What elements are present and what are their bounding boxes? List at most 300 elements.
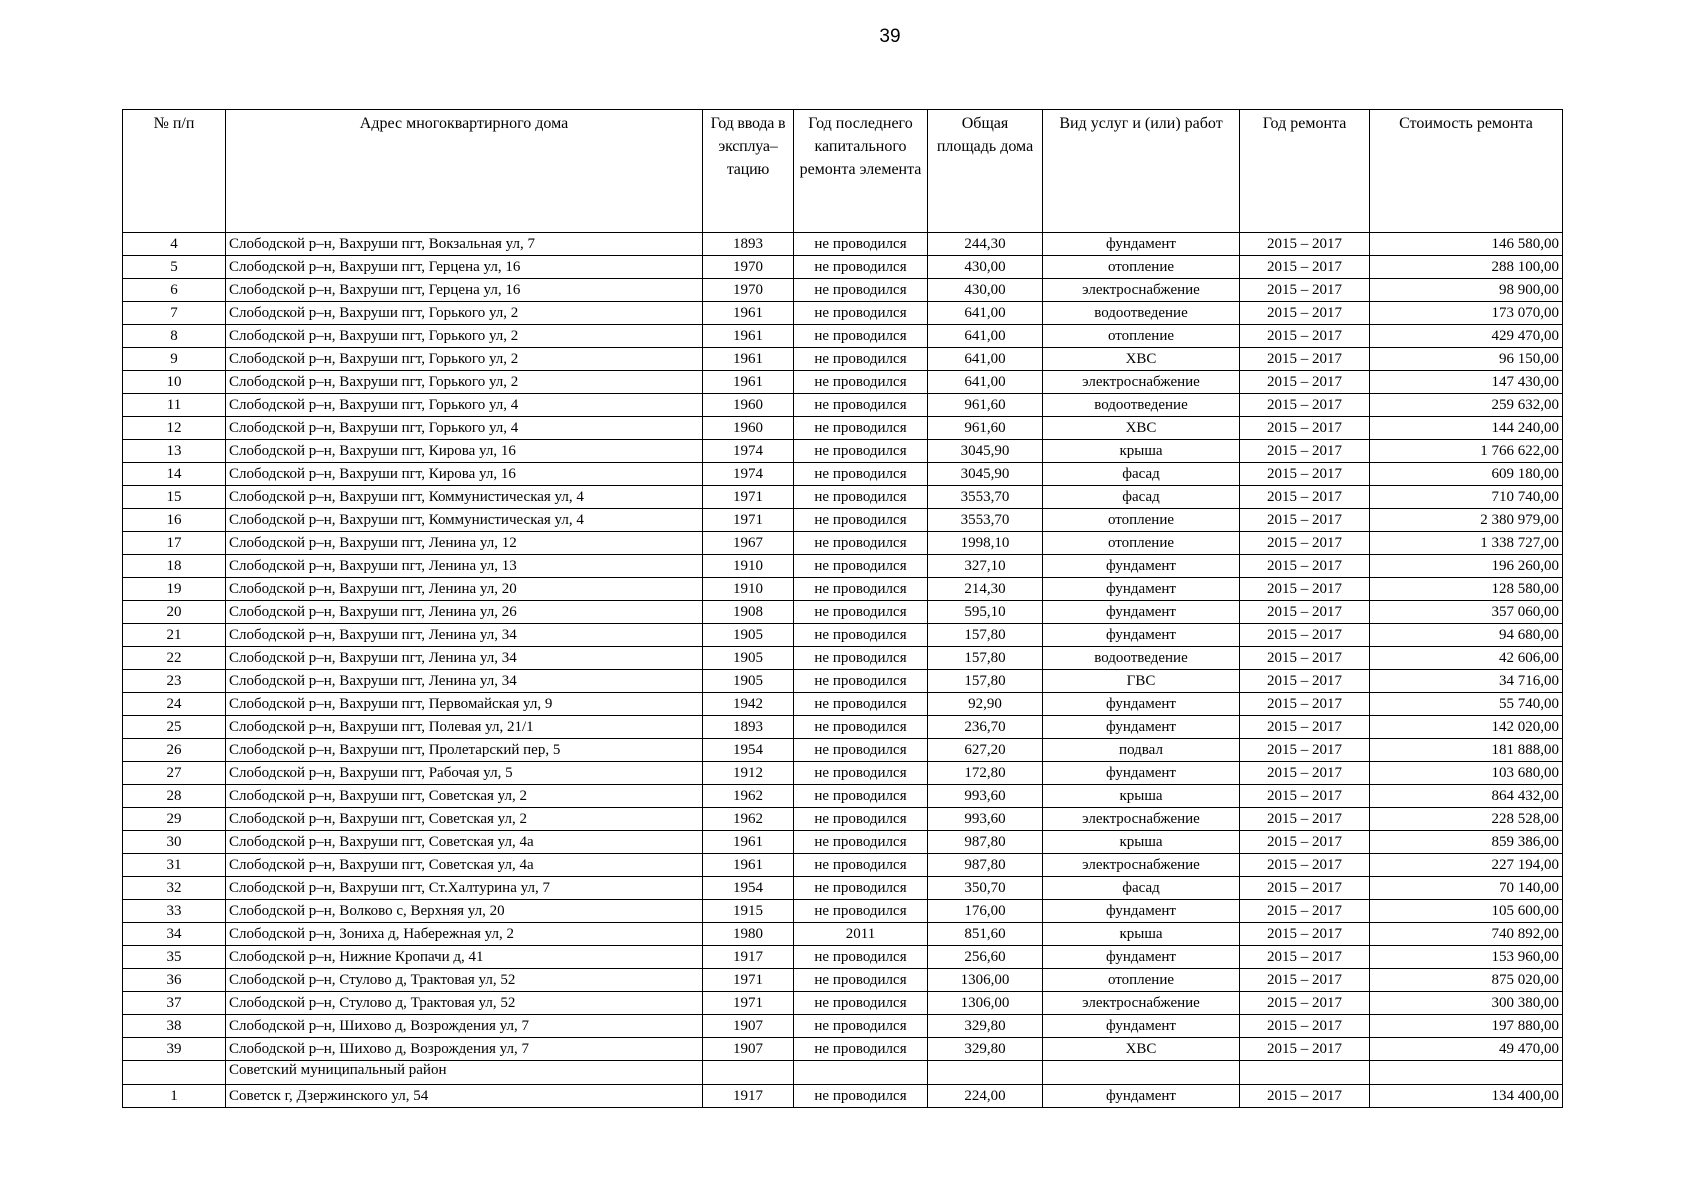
cell-work-type: фасад xyxy=(1043,486,1240,509)
cell-address: Слободской р–н, Вахруши пгт, Ленина ул, 34 xyxy=(226,670,703,693)
cell-cost: 105 600,00 xyxy=(1370,900,1563,923)
cell-last-repair: не проводился xyxy=(794,992,928,1015)
cell-number: 17 xyxy=(123,532,226,555)
cell-last-repair: не проводился xyxy=(794,486,928,509)
cell-last-repair: не проводился xyxy=(794,877,928,900)
cell-repair-period: 2015 – 2017 xyxy=(1240,808,1370,831)
cell-area: 961,60 xyxy=(928,417,1043,440)
cell-area: 627,20 xyxy=(928,739,1043,762)
cell-year-built: 1961 xyxy=(703,831,794,854)
cell-number: 37 xyxy=(123,992,226,1015)
cell-last-repair: не проводился xyxy=(794,440,928,463)
section-title: Советский муниципальный район xyxy=(226,1061,703,1085)
empty-cell xyxy=(1043,1061,1240,1085)
cell-area: 595,10 xyxy=(928,601,1043,624)
cell-last-repair: не проводился xyxy=(794,371,928,394)
cell-work-type: ГВС xyxy=(1043,670,1240,693)
cell-year-built: 1974 xyxy=(703,440,794,463)
cell-number: 5 xyxy=(123,256,226,279)
cell-work-type: фундамент xyxy=(1043,762,1240,785)
table-row xyxy=(123,808,1563,831)
cell-address: Слободской р–н, Вахруши пгт, Горького ул, 4 xyxy=(226,417,703,440)
header-address: Адрес многоквартирного дома xyxy=(226,110,703,233)
table-row xyxy=(123,302,1563,325)
cell-area: 987,80 xyxy=(928,854,1043,877)
cell-address: Слободской р–н, Вахруши пгт, Горького ул, 2 xyxy=(226,371,703,394)
table-row xyxy=(123,946,1563,969)
cell-number: 14 xyxy=(123,463,226,486)
cell-work-type: ХВС xyxy=(1043,348,1240,371)
cell-repair-period: 2015 – 2017 xyxy=(1240,693,1370,716)
cell-area: 92,90 xyxy=(928,693,1043,716)
cell-address: Слободской р–н, Вахруши пгт, Советская ул, 2 xyxy=(226,785,703,808)
cell-cost: 1 766 622,00 xyxy=(1370,440,1563,463)
cell-year-built: 1960 xyxy=(703,394,794,417)
cell-year-built: 1910 xyxy=(703,578,794,601)
cell-number: 30 xyxy=(123,831,226,854)
cell-repair-period: 2015 – 2017 xyxy=(1240,877,1370,900)
cell-address: Слободской р–н, Стулово д, Трактовая ул, 52 xyxy=(226,969,703,992)
cell-repair-period: 2015 – 2017 xyxy=(1240,762,1370,785)
cell-year-built: 1942 xyxy=(703,693,794,716)
cell-address: Слободской р–н, Вахруши пгт, Горького ул, 2 xyxy=(226,348,703,371)
table-row xyxy=(123,371,1563,394)
cell-address: Слободской р–н, Вахруши пгт, Герцена ул, 16 xyxy=(226,279,703,302)
cell-repair-period: 2015 – 2017 xyxy=(1240,348,1370,371)
cell-area: 1998,10 xyxy=(928,532,1043,555)
empty-cell xyxy=(1370,1061,1563,1085)
cell-address: Слободской р–н, Вахруши пгт, Ленина ул, 34 xyxy=(226,647,703,670)
cell-work-type: крыша xyxy=(1043,831,1240,854)
cell-work-type: подвал xyxy=(1043,739,1240,762)
cell-work-type: ХВС xyxy=(1043,1038,1240,1061)
table-body xyxy=(123,233,1563,1108)
cell-area: 3045,90 xyxy=(928,463,1043,486)
cell-repair-period: 2015 – 2017 xyxy=(1240,233,1370,256)
cell-number: 26 xyxy=(123,739,226,762)
cell-year-built: 1893 xyxy=(703,716,794,739)
cell-work-type: водоотведение xyxy=(1043,302,1240,325)
cell-last-repair: не проводился xyxy=(794,509,928,532)
cell-number: 29 xyxy=(123,808,226,831)
table-row xyxy=(123,831,1563,854)
cell-area: 329,80 xyxy=(928,1015,1043,1038)
cell-number: 32 xyxy=(123,877,226,900)
cell-number: 8 xyxy=(123,325,226,348)
table-row xyxy=(123,463,1563,486)
cell-area: 327,10 xyxy=(928,555,1043,578)
cell-last-repair: не проводился xyxy=(794,417,928,440)
cell-area: 1306,00 xyxy=(928,992,1043,1015)
cell-cost: 128 580,00 xyxy=(1370,578,1563,601)
cell-repair-period: 2015 – 2017 xyxy=(1240,1085,1370,1108)
cell-address: Слободской р–н, Стулово д, Трактовая ул, 52 xyxy=(226,992,703,1015)
cell-area: 224,00 xyxy=(928,1085,1043,1108)
cell-year-built: 1961 xyxy=(703,854,794,877)
cell-year-built: 1905 xyxy=(703,670,794,693)
cell-number: 23 xyxy=(123,670,226,693)
cell-area: 641,00 xyxy=(928,302,1043,325)
cell-work-type: фундамент xyxy=(1043,1015,1240,1038)
cell-area: 430,00 xyxy=(928,279,1043,302)
cell-work-type: фундамент xyxy=(1043,900,1240,923)
cell-area: 350,70 xyxy=(928,877,1043,900)
cell-repair-period: 2015 – 2017 xyxy=(1240,486,1370,509)
cell-year-built: 1971 xyxy=(703,486,794,509)
table-row xyxy=(123,601,1563,624)
cell-work-type: фундамент xyxy=(1043,555,1240,578)
section-heading-row xyxy=(123,1061,1563,1085)
cell-number: 4 xyxy=(123,233,226,256)
cell-area: 157,80 xyxy=(928,670,1043,693)
cell-cost: 1 338 727,00 xyxy=(1370,532,1563,555)
cell-work-type: отопление xyxy=(1043,256,1240,279)
cell-number: 39 xyxy=(123,1038,226,1061)
table-row xyxy=(123,532,1563,555)
cell-year-built: 1917 xyxy=(703,946,794,969)
cell-work-type: крыша xyxy=(1043,785,1240,808)
cell-cost: 864 432,00 xyxy=(1370,785,1563,808)
cell-number: 13 xyxy=(123,440,226,463)
cell-year-built: 1961 xyxy=(703,302,794,325)
cell-repair-period: 2015 – 2017 xyxy=(1240,394,1370,417)
cell-repair-period: 2015 – 2017 xyxy=(1240,647,1370,670)
cell-last-repair: не проводился xyxy=(794,785,928,808)
cell-address: Слободской р–н, Волково с, Верхняя ул, 20 xyxy=(226,900,703,923)
cell-number: 25 xyxy=(123,716,226,739)
cell-cost: 181 888,00 xyxy=(1370,739,1563,762)
cell-work-type: фундамент xyxy=(1043,946,1240,969)
cell-work-type: водоотведение xyxy=(1043,647,1240,670)
cell-last-repair: не проводился xyxy=(794,739,928,762)
cell-year-built: 1915 xyxy=(703,900,794,923)
cell-address: Слободской р–н, Шихово д, Возрождения ул, 7 xyxy=(226,1015,703,1038)
table-row xyxy=(123,1038,1563,1061)
cell-cost: 98 900,00 xyxy=(1370,279,1563,302)
cell-year-built: 1907 xyxy=(703,1038,794,1061)
cell-area: 256,60 xyxy=(928,946,1043,969)
cell-cost: 259 632,00 xyxy=(1370,394,1563,417)
cell-repair-period: 2015 – 2017 xyxy=(1240,578,1370,601)
cell-number: 22 xyxy=(123,647,226,670)
cell-last-repair: не проводился xyxy=(794,969,928,992)
empty-cell xyxy=(928,1061,1043,1085)
cell-work-type: отопление xyxy=(1043,969,1240,992)
empty-cell xyxy=(1240,1061,1370,1085)
table-row xyxy=(123,624,1563,647)
repair-schedule-table xyxy=(122,109,1563,1108)
table-row xyxy=(123,785,1563,808)
cell-year-built: 1962 xyxy=(703,808,794,831)
cell-number: 16 xyxy=(123,509,226,532)
header-year-built: Год ввода в эксплуа–тацию xyxy=(703,110,794,233)
table-row xyxy=(123,693,1563,716)
cell-number: 9 xyxy=(123,348,226,371)
cell-area: 993,60 xyxy=(928,808,1043,831)
table-row xyxy=(123,417,1563,440)
table-row xyxy=(123,256,1563,279)
cell-cost: 300 380,00 xyxy=(1370,992,1563,1015)
cell-cost: 55 740,00 xyxy=(1370,693,1563,716)
cell-area: 329,80 xyxy=(928,1038,1043,1061)
cell-area: 214,30 xyxy=(928,578,1043,601)
cell-repair-period: 2015 – 2017 xyxy=(1240,831,1370,854)
cell-year-built: 1980 xyxy=(703,923,794,946)
table-row xyxy=(123,348,1563,371)
cell-repair-period: 2015 – 2017 xyxy=(1240,279,1370,302)
cell-last-repair: не проводился xyxy=(794,463,928,486)
cell-cost: 173 070,00 xyxy=(1370,302,1563,325)
cell-area: 1306,00 xyxy=(928,969,1043,992)
cell-work-type: водоотведение xyxy=(1043,394,1240,417)
cell-repair-period: 2015 – 2017 xyxy=(1240,509,1370,532)
cell-last-repair: не проводился xyxy=(794,256,928,279)
cell-cost: 103 680,00 xyxy=(1370,762,1563,785)
cell-cost: 94 680,00 xyxy=(1370,624,1563,647)
cell-cost: 429 470,00 xyxy=(1370,325,1563,348)
table-row xyxy=(123,923,1563,946)
cell-repair-period: 2015 – 2017 xyxy=(1240,1038,1370,1061)
cell-area: 993,60 xyxy=(928,785,1043,808)
cell-year-built: 1910 xyxy=(703,555,794,578)
cell-area: 157,80 xyxy=(928,647,1043,670)
cell-last-repair: не проводился xyxy=(794,854,928,877)
cell-repair-period: 2015 – 2017 xyxy=(1240,256,1370,279)
cell-area: 851,60 xyxy=(928,923,1043,946)
cell-last-repair: не проводился xyxy=(794,670,928,693)
cell-last-repair: не проводился xyxy=(794,900,928,923)
cell-work-type: фасад xyxy=(1043,877,1240,900)
cell-address: Советск г, Дзержинского ул, 54 xyxy=(226,1085,703,1108)
cell-area: 987,80 xyxy=(928,831,1043,854)
cell-cost: 96 150,00 xyxy=(1370,348,1563,371)
cell-cost: 875 020,00 xyxy=(1370,969,1563,992)
cell-work-type: фундамент xyxy=(1043,601,1240,624)
table-row xyxy=(123,233,1563,256)
cell-repair-period: 2015 – 2017 xyxy=(1240,923,1370,946)
cell-number: 33 xyxy=(123,900,226,923)
header-repair-period: Год ремонта xyxy=(1240,110,1370,233)
cell-cost: 147 430,00 xyxy=(1370,371,1563,394)
table-row xyxy=(123,762,1563,785)
table-row xyxy=(123,877,1563,900)
cell-year-built: 1961 xyxy=(703,348,794,371)
cell-address: Слободской р–н, Нижние Кропачи д, 41 xyxy=(226,946,703,969)
table-row xyxy=(123,394,1563,417)
table-row xyxy=(123,279,1563,302)
cell-year-built: 1893 xyxy=(703,233,794,256)
cell-address: Слободской р–н, Зониха д, Набережная ул, 2 xyxy=(226,923,703,946)
cell-last-repair: не проводился xyxy=(794,624,928,647)
cell-year-built: 1912 xyxy=(703,762,794,785)
cell-cost: 70 140,00 xyxy=(1370,877,1563,900)
table-row xyxy=(123,900,1563,923)
cell-cost: 142 020,00 xyxy=(1370,716,1563,739)
cell-work-type: фундамент xyxy=(1043,1085,1240,1108)
cell-number: 10 xyxy=(123,371,226,394)
cell-repair-period: 2015 – 2017 xyxy=(1240,417,1370,440)
cell-cost: 42 606,00 xyxy=(1370,647,1563,670)
cell-last-repair: не проводился xyxy=(794,578,928,601)
cell-year-built: 1917 xyxy=(703,1085,794,1108)
cell-repair-period: 2015 – 2017 xyxy=(1240,325,1370,348)
cell-number: 38 xyxy=(123,1015,226,1038)
cell-address: Слободской р–н, Вахруши пгт, Ленина ул, 26 xyxy=(226,601,703,624)
cell-year-built: 1961 xyxy=(703,371,794,394)
header-number: № п/п xyxy=(123,110,226,233)
cell-number: 19 xyxy=(123,578,226,601)
cell-address: Слободской р–н, Вахруши пгт, Горького ул, 2 xyxy=(226,325,703,348)
page-number: 39 xyxy=(879,26,901,47)
cell-cost: 609 180,00 xyxy=(1370,463,1563,486)
cell-area: 244,30 xyxy=(928,233,1043,256)
cell-year-built: 1970 xyxy=(703,279,794,302)
cell-work-type: отопление xyxy=(1043,509,1240,532)
cell-cost: 2 380 979,00 xyxy=(1370,509,1563,532)
cell-year-built: 1962 xyxy=(703,785,794,808)
cell-address: Слободской р–н, Вахруши пгт, Советская ул, 2 xyxy=(226,808,703,831)
table-row xyxy=(123,670,1563,693)
cell-area: 236,70 xyxy=(928,716,1043,739)
cell-work-type: фундамент xyxy=(1043,716,1240,739)
empty-cell xyxy=(794,1061,928,1085)
cell-repair-period: 2015 – 2017 xyxy=(1240,992,1370,1015)
cell-number: 18 xyxy=(123,555,226,578)
cell-area: 3553,70 xyxy=(928,486,1043,509)
cell-area: 172,80 xyxy=(928,762,1043,785)
cell-year-built: 1974 xyxy=(703,463,794,486)
cell-area: 430,00 xyxy=(928,256,1043,279)
cell-address: Слободской р–н, Вахруши пгт, Ст.Халтурина ул, 7 xyxy=(226,877,703,900)
cell-work-type: фундамент xyxy=(1043,624,1240,647)
cell-number: 20 xyxy=(123,601,226,624)
cell-repair-period: 2015 – 2017 xyxy=(1240,946,1370,969)
cell-address: Слободской р–н, Вахруши пгт, Ленина ул, 34 xyxy=(226,624,703,647)
cell-repair-period: 2015 – 2017 xyxy=(1240,854,1370,877)
cell-work-type: фундамент xyxy=(1043,233,1240,256)
cell-repair-period: 2015 – 2017 xyxy=(1240,463,1370,486)
cell-repair-period: 2015 – 2017 xyxy=(1240,739,1370,762)
cell-number: 27 xyxy=(123,762,226,785)
cell-address: Слободской р–н, Вахруши пгт, Кирова ул, 16 xyxy=(226,440,703,463)
cell-repair-period: 2015 – 2017 xyxy=(1240,371,1370,394)
cell-last-repair: не проводился xyxy=(794,394,928,417)
cell-cost: 859 386,00 xyxy=(1370,831,1563,854)
cell-area: 176,00 xyxy=(928,900,1043,923)
cell-last-repair: не проводился xyxy=(794,762,928,785)
cell-address: Слободской р–н, Вахруши пгт, Вокзальная ул, 7 xyxy=(226,233,703,256)
cell-work-type: фундамент xyxy=(1043,693,1240,716)
cell-last-repair: не проводился xyxy=(794,1085,928,1108)
cell-work-type: отопление xyxy=(1043,532,1240,555)
cell-last-repair: не проводился xyxy=(794,716,928,739)
cell-number: 24 xyxy=(123,693,226,716)
cell-repair-period: 2015 – 2017 xyxy=(1240,601,1370,624)
table-row xyxy=(123,509,1563,532)
table-row xyxy=(123,992,1563,1015)
cell-work-type: электроснабжение xyxy=(1043,808,1240,831)
cell-cost: 196 260,00 xyxy=(1370,555,1563,578)
cell-address: Слободской р–н, Вахруши пгт, Горького ул, 2 xyxy=(226,302,703,325)
cell-address: Слободской р–н, Шихово д, Возрождения ул, 7 xyxy=(226,1038,703,1061)
cell-number: 31 xyxy=(123,854,226,877)
cell-repair-period: 2015 – 2017 xyxy=(1240,440,1370,463)
cell-cost: 710 740,00 xyxy=(1370,486,1563,509)
cell-work-type: ХВС xyxy=(1043,417,1240,440)
table-row xyxy=(123,440,1563,463)
cell-number: 28 xyxy=(123,785,226,808)
table-row xyxy=(123,739,1563,762)
cell-cost: 227 194,00 xyxy=(1370,854,1563,877)
cell-number: 34 xyxy=(123,923,226,946)
cell-last-repair: не проводился xyxy=(794,279,928,302)
table-row xyxy=(123,325,1563,348)
cell-last-repair: 2011 xyxy=(794,923,928,946)
cell-cost: 144 240,00 xyxy=(1370,417,1563,440)
cell-cost: 34 716,00 xyxy=(1370,670,1563,693)
cell-work-type: фундамент xyxy=(1043,578,1240,601)
cell-year-built: 1907 xyxy=(703,1015,794,1038)
cell-year-built: 1961 xyxy=(703,325,794,348)
cell-area: 641,00 xyxy=(928,348,1043,371)
cell-last-repair: не проводился xyxy=(794,601,928,624)
cell-last-repair: не проводился xyxy=(794,302,928,325)
cell-last-repair: не проводился xyxy=(794,808,928,831)
cell-address: Слободской р–н, Вахруши пгт, Коммунистическая ул, 4 xyxy=(226,509,703,532)
table-row xyxy=(123,1085,1563,1108)
cell-repair-period: 2015 – 2017 xyxy=(1240,1015,1370,1038)
cell-cost: 49 470,00 xyxy=(1370,1038,1563,1061)
cell-last-repair: не проводился xyxy=(794,325,928,348)
cell-address: Слободской р–н, Вахруши пгт, Ленина ул, 12 xyxy=(226,532,703,555)
cell-repair-period: 2015 – 2017 xyxy=(1240,532,1370,555)
empty-cell xyxy=(123,1061,226,1085)
cell-address: Слободской р–н, Вахруши пгт, Ленина ул, 20 xyxy=(226,578,703,601)
cell-last-repair: не проводился xyxy=(794,1015,928,1038)
cell-cost: 288 100,00 xyxy=(1370,256,1563,279)
cell-address: Слободской р–н, Вахруши пгт, Коммунистическая ул, 4 xyxy=(226,486,703,509)
cell-year-built: 1908 xyxy=(703,601,794,624)
cell-address: Слободской р–н, Вахруши пгт, Ленина ул, 13 xyxy=(226,555,703,578)
cell-repair-period: 2015 – 2017 xyxy=(1240,969,1370,992)
cell-area: 3553,70 xyxy=(928,509,1043,532)
cell-last-repair: не проводился xyxy=(794,555,928,578)
cell-last-repair: не проводился xyxy=(794,831,928,854)
header-area: Общая площадь дома xyxy=(928,110,1043,233)
cell-year-built: 1954 xyxy=(703,877,794,900)
cell-work-type: фасад xyxy=(1043,463,1240,486)
cell-area: 641,00 xyxy=(928,371,1043,394)
cell-repair-period: 2015 – 2017 xyxy=(1240,785,1370,808)
table-header-row xyxy=(123,110,1563,233)
header-cost: Стоимость ремонта xyxy=(1370,110,1563,233)
table-row xyxy=(123,486,1563,509)
cell-year-built: 1970 xyxy=(703,256,794,279)
cell-year-built: 1905 xyxy=(703,624,794,647)
cell-area: 157,80 xyxy=(928,624,1043,647)
table-row xyxy=(123,969,1563,992)
cell-cost: 153 960,00 xyxy=(1370,946,1563,969)
cell-address: Слободской р–н, Вахруши пгт, Советская ул, 4а xyxy=(226,831,703,854)
cell-address: Слободской р–н, Вахруши пгт, Кирова ул, 16 xyxy=(226,463,703,486)
cell-last-repair: не проводился xyxy=(794,233,928,256)
cell-last-repair: не проводился xyxy=(794,647,928,670)
cell-number: 11 xyxy=(123,394,226,417)
cell-number: 1 xyxy=(123,1085,226,1108)
cell-repair-period: 2015 – 2017 xyxy=(1240,900,1370,923)
cell-number: 36 xyxy=(123,969,226,992)
cell-last-repair: не проводился xyxy=(794,946,928,969)
